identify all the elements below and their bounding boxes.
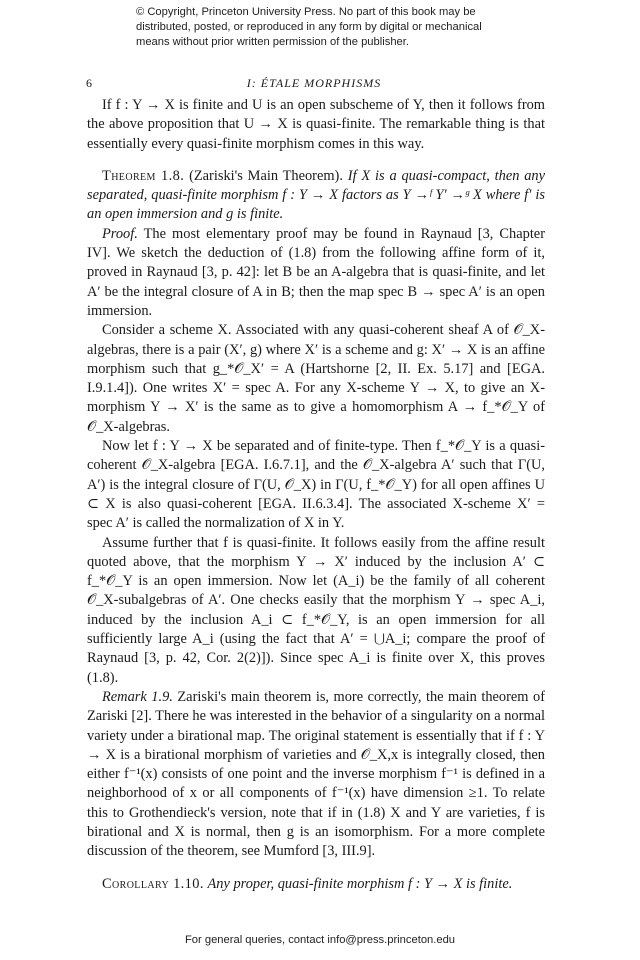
theorem-name: (Zariski's Main Theorem). <box>189 167 343 184</box>
paragraph-assume: Assume further that f is quasi-finite. It follows easily from the affine result quoted above, that the morphism Y → X′ induced by the inclusion A′ ⊂ f_*𝒪_Y is an open immersion. Now let (A_i) be the family of all coherent 𝒪_X-subalgebras of A′. One checks easily that the morphism Y → spec A_i, induced by the inclusion A_i ⊂ f_*𝒪_Y, is an open immersion for all sufficiently large A_i (using the fact that A′ = ⋃A_i; compare the proof of Raynaud [3, p. 42, Cor. 2(2)]). Since spec A_i is finite over X, this proves (1.8). <box>87 534 545 686</box>
running-title: I: ÉTALE MORPHISMS <box>246 76 382 90</box>
copyright-line: distributed, posted, or reproduced in any form by digital or mechanical <box>136 21 482 33</box>
corollary-statement: Any proper, quasi-finite morphism f : Y → X is finite. <box>207 875 513 892</box>
proof-label: Proof. <box>102 225 138 242</box>
remark-text: Zariski's main theorem is, more correctly, the main theorem of Zariski [2]. There he was interested in the behavior of a singularity on a normal variety under a birational map. The original statement is essentially that if f : Y → X is a birational morphism of varieties and 𝒪_X,x is integrally closed, then either f⁻¹(x) consists of one point and the inverse morphism f⁻¹ is defined in a neighborhood of x or all components of f⁻¹(x) have dimension ≥1. To relate this to Grothendieck's version, note that if in (1.8) X and Y are varieties, f is birational and X is normal, then g is an isomorphism. For a more complete discussion of the theorem, see Mumford [3, III.9]. <box>87 688 545 860</box>
theorem-label: Theorem 1.8. <box>102 167 185 184</box>
paragraph-now-let: Now let f : Y → X be separated and of finite-type. Then f_*𝒪_Y is a quasi-coherent 𝒪_X-algebra [EGA. I.6.7.1], and the 𝒪_X-algebra A′ such that Γ(U, A′) is the integral closure of Γ(U, 𝒪_X) in Γ(U, f_*𝒪_Y) for all open affines U ⊂ X is also quasi-coherent [EGA. II.6.3.4]. The associated X-scheme X′ = spec A′ is called the normalization of X in Y. <box>87 438 545 532</box>
remark-1-9 <box>87 688 545 862</box>
remark-label: Remark 1.9. <box>102 688 173 705</box>
paragraph-consider: Consider a scheme X. Associated with any quasi-coherent sheaf A of 𝒪_X-algebras, there is a pair (X′, g) where X′ is a scheme and g: X′ → X is an affine morphism such that g_*𝒪_X′ = A (Hartshorne [2, II. Ex. 5.17] and [EGA. I.9.1.4]). One writes X′ = spec A. For any X-scheme Y → X, to give an X-morphism Y → X′ is the same as to give a homomorphism A → f_*𝒪_Y of 𝒪_X-algebras. <box>87 322 545 435</box>
page-body <box>87 96 545 894</box>
corollary-1-10 <box>87 875 545 894</box>
paragraph-intro: If f : Y → X is finite and U is an open subscheme of Y, then it follows from the above proposition that U → X is quasi-finite. The remarkable thing is that essentially every quasi-finite morphism comes in this way. <box>87 97 545 152</box>
theorem-statement: If X is a quasi-compact, then any separated, quasi-finite morphism f : Y → X factors as Y →ᶠ Y′ →ᵍ X where f′ is an open immersion and g is finite. <box>87 167 546 223</box>
copyright-line: means without prior written permission of the publisher. <box>136 36 409 48</box>
running-header <box>86 76 542 92</box>
proof-text: The most elementary proof may be found in Raynaud [3, Chapter IV]. We sketch the deduction of (1.8) from the following affine form of it, proved in Raynaud [3, p. 42]: let B be an A-algebra that is quasi-finite, and let A′ be the integral closure of A in B; then the map spec B → spec A′ is an open immersion. <box>87 225 545 319</box>
copyright-line: © Copyright, Princeton University Press. No part of this book may be <box>136 6 476 18</box>
proof-paragraph <box>87 225 545 321</box>
theorem-1-8 <box>87 167 545 225</box>
copyright-notice <box>136 5 536 50</box>
page-number: 6 <box>86 76 92 90</box>
footer-contact: For general queries, contact info@press.princeton.edu <box>184 934 456 946</box>
corollary-label: Corollary 1.10. <box>102 875 204 892</box>
